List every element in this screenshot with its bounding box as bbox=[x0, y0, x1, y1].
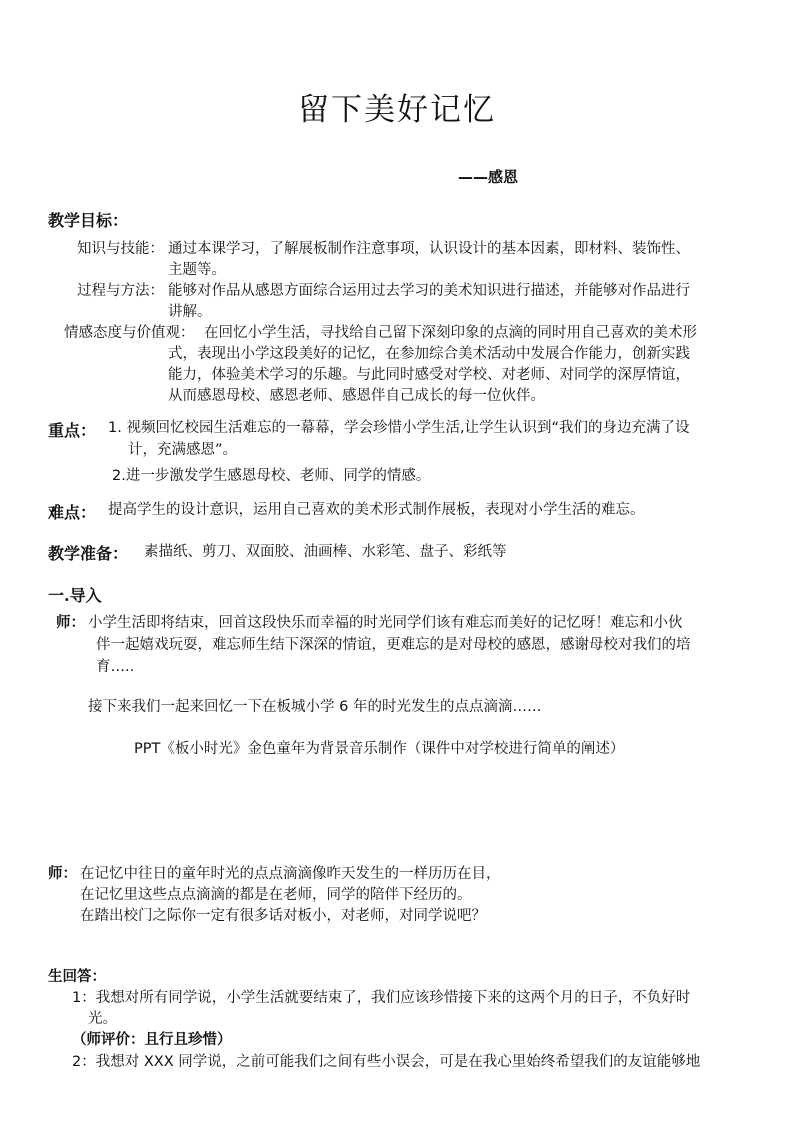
objective-knowledge-line: 主题等。 bbox=[168, 262, 226, 278]
recall-line: 接下来我们一起来回忆一下在板城小学 6 年的时光发生的点点滴滴…… bbox=[88, 699, 542, 715]
keypoint-1-line: 1. 视频回忆校园生活难忘的一幕幕，学会珍惜小学生活,让学生认识到“我们的身边充满了设 bbox=[108, 420, 690, 436]
preparation-heading: 教学准备： bbox=[48, 544, 129, 563]
difficulty-heading: 难点： bbox=[48, 503, 97, 522]
teacher2-speech-line: 在记忆里这些点点滴滴的都是在老师，同学的陪伴下经历的。 bbox=[80, 887, 472, 903]
section-intro-heading: 一.导入 bbox=[48, 586, 102, 605]
ppt-note: PPT《板小时光》金色童年为背景音乐制作（课件中对学校进行简单的阐述） bbox=[134, 741, 625, 757]
objective-emotion-line: 在回忆小学生活，寻找给自己留下深刻印象的点滴的同时用自己喜欢的美术形 bbox=[204, 325, 697, 341]
document-subtitle: ——感恩 bbox=[458, 168, 519, 186]
objective-label-knowledge: 知识与技能： bbox=[77, 241, 164, 257]
teacher-label: 师： bbox=[56, 615, 85, 631]
teacher-label-2: 师： bbox=[48, 866, 77, 882]
objective-label-emotion: 情感态度与价值观： bbox=[64, 325, 195, 341]
objective-process-line: 讲解。 bbox=[168, 304, 212, 320]
keypoint-1-line: 计，充满感恩”。 bbox=[128, 442, 238, 458]
objective-label-process: 过程与方法： bbox=[77, 283, 164, 299]
keypoint-2: 2.进一步激发学生感恩母校、老师、同学的情感。 bbox=[112, 468, 431, 484]
document-title: 留下美好记忆 bbox=[298, 92, 496, 128]
objective-knowledge-line: 通过本课学习，了解展板制作注意事项，认识设计的基本因素，即材料、装饰性、 bbox=[168, 241, 690, 257]
teacher-speech-line: 育….. bbox=[96, 659, 135, 675]
keypoints-heading: 重点： bbox=[48, 421, 97, 440]
objective-emotion-line: 式，表现出小学这段美好的记忆，在参加综合美术活动中发展合作能力，创新实践 bbox=[168, 346, 690, 362]
difficulty-text: 提高学生的设计意识，运用自己喜欢的美术形式制作展板，表现对小学生活的难忘。 bbox=[108, 502, 645, 518]
objective-process-line: 能够对作品从感恩方面综合运用过去学习的美术知识进行描述，并能够对作品进行 bbox=[168, 283, 690, 299]
student-answer-1-line: 光。 bbox=[88, 1011, 117, 1027]
objective-emotion-line: 能力，体验美术学习的乐趣。与此同时感受对学校、对老师、对同学的深厚情谊， bbox=[168, 367, 690, 383]
objective-emotion-line: 从而感恩母校、感恩老师、感恩伴自己成长的每一位伙伴。 bbox=[168, 388, 545, 404]
teacher2-speech-line: 在踏出校门之际你一定有很多话对板小，对老师，对同学说吧？ bbox=[80, 908, 486, 924]
teacher2-speech-line: 在记忆中往日的童年时光的点点滴滴像昨天发生的一样历历在目， bbox=[80, 866, 501, 882]
student-answer-heading: 生回答： bbox=[48, 969, 106, 985]
teacher-comment: （师评价：且行且珍惜） bbox=[72, 1032, 232, 1048]
preparation-text: 素描纸、剪刀、双面胶、油画棒、水彩笔、盘子、彩纸等 bbox=[144, 544, 507, 560]
teacher-speech-line: 伴一起嬉戏玩耍，难忘师生结下深深的情谊，更难忘的是对母校的感恩，感谢母校对我们的培 bbox=[96, 637, 691, 653]
teacher-speech-line: 小学生活即将结束，回首这段快乐而幸福的时光同学们该有难忘而美好的记忆呀！难忘和小伙 bbox=[88, 615, 683, 631]
student-answer-1-line: 1：我想对所有同学说，小学生活就要结束了，我们应该珍惜接下来的这两个月的日子，不负好时 bbox=[72, 990, 691, 1006]
objectives-heading: 教学目标： bbox=[48, 211, 129, 230]
student-answer-2-line: 2：我想对 XXX 同学说，之前可能我们之间有些小误会，可是在我心里始终希望我们的友谊能够地 bbox=[72, 1054, 701, 1070]
